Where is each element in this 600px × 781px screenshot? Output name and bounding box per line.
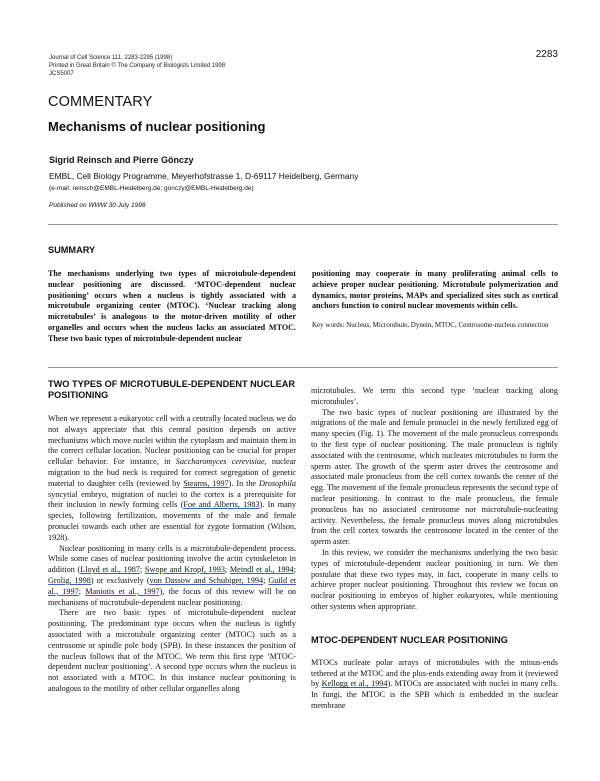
citation-link[interactable]: Guild et al., 1997: [48, 575, 296, 596]
paragraph-3: There are two basic types of microtubule-dependent nuclear positioning. The predominant type occurs when the nucleus is tightly associated with a microtubule organizing center (MTOC) such as a centrosome or spindle pole body (SPB). In these instances the position of the nucleus follows that of the MTOC. We term this first type ‘MTOC-dependent nuclear positioning’. A second type occurs when the nucleus is not associated with a MTOC. In this instance nuclear positioning is analogous to the motility of other cellular organelles along: [48, 608, 296, 693]
citation-link[interactable]: Stearns, 1997: [183, 478, 229, 488]
text: Nuclear positioning in many cells is a microtubule-dependent process. While some cases of nuclear positioning involve the actin cytoskeleton in addition (: [48, 543, 296, 575]
citation-link[interactable]: Lloyd et al., 1987: [80, 565, 140, 575]
summary-right: positioning may cooperate in many proliferating animal cells to achieve proper nuclear positioning. Microtubule polymerization and dynamics, motor proteins, MAPs and specialized sites such as cortical anchors function to control nuclear movements within cells.: [312, 269, 558, 311]
paragraph-6: [311, 658, 558, 712]
citation-link[interactable]: Grolig, 1998: [48, 575, 91, 585]
journal-citation: [49, 54, 225, 78]
paragraph-1: [48, 414, 296, 544]
paragraph-4: The two basic types of nuclear positioning are illustrated by the migrations of the male and female pronuclei in the newly fertilized egg of many species (Fig. 1). The movement of the male pronucleus corresponds to the first type of nuclear positioning. The male pronucleus is tightly associated with the centrosome, which nucleates microtubules to form the sperm aster. The growth of the sperm aster drives the centrosome and associated male pronucleus from the cell cortex towards the center of the egg. The movement of the female pronucleus represents the second type of nuclear positioning. In contrast to the male pronucleus, the female pronucleus has no associated centrosome nor microtubule-nucleating activity. Nevertheless, the female pronucleus moves along microtubules from the cell cortex towards the centrosome located in the center of the sperm aster.: [311, 407, 558, 547]
text: ). In the: [228, 478, 259, 488]
left-column: [48, 379, 296, 695]
separator: ;: [263, 575, 269, 585]
text: ) or exclusively (: [90, 575, 150, 585]
text: When we represent a eukaryotic cell with a centrally located nucleus we do not always appreciate that this central position depends on active mechanisms which move nuclei within the cytoplasm and maintain them in the correct cellular location. Nuclear positioning can be crucial for proper cellular behavior. For instance, in: [48, 414, 296, 467]
section-heading-2: MTOC-DEPENDENT NUCLEAR POSITIONING: [311, 634, 508, 645]
email-addresses: (e-mail: reinsch@EMBL-Heidelberg.de; gonczy@EMBL-Heidelberg.de): [49, 185, 254, 192]
summary-right-column: [312, 269, 558, 330]
divider-bottom: [48, 367, 558, 368]
citation-link[interactable]: Kellogg et al., 1994: [321, 679, 388, 689]
separator: ;: [139, 565, 145, 575]
authors: Sigrid Reinsch and Pierre Gönczy: [49, 155, 194, 165]
separator: ;: [78, 586, 86, 596]
species-name: Drosophila: [258, 478, 296, 488]
journal-line-1: Journal of Cell Science 111, 2283-2295 (1998): [49, 55, 173, 61]
summary-left: The mechanisms underlying two types of microtubule-dependent nuclear positioning are discussed. ‘MTOC-dependent nuclear positioning’ occurs when a nucleus is tightly associated with a microtubule organizing center (MTOC). ‘Nuclear tracking along microtubules’ is analogous to the motor-driven motility of other organelles and occurs when the nucleus lacks an associated MTOC. These two basic types of microtubule-dependent nuclear: [48, 269, 296, 343]
separator: ;: [224, 565, 230, 575]
article-title: Mechanisms of nuclear positioning: [48, 119, 266, 134]
section-label: COMMENTARY: [48, 94, 153, 110]
journal-line-2: Printed in Great Britain © The Company of Biologists Limited 1998: [49, 63, 226, 69]
citation-link[interactable]: von Dassow and Schubiger, 1994: [149, 575, 264, 585]
text: MTOCs nucleate polar arrays of microtubules with the minus-ends tethered at the MTOC and the plus-ends extending away from it (reviewed by: [311, 657, 558, 689]
paragraph-5: In this review, we consider the mechanisms underlying the two basic types of microtubule-dependent nuclear positioning in turn. We then postulate that these two types may, in fact, cooperate in many cells to achieve proper nuclear positioning. Throughout this review we focus on nuclear positioning in embryos of higher eukaryotes, while mentioning other systems when appropriate.: [311, 547, 558, 611]
text: ), the focus of this review will be on mechanisms of microtubule-dependent nuclear positioning.: [48, 586, 297, 607]
text: ). In many species, following fertilization, movements of the male and female pronuclei towards each other are essential for zygote formation (Wilson, 1928).: [48, 500, 296, 542]
publication-date: Published on WWW 30 July 1998: [49, 202, 146, 209]
text: ). MTOCs are associated with nuclei in many cells. In fungi, the MTOC is the SPB which is embedded in the nuclear membrane: [311, 679, 559, 710]
paragraph-2: [48, 544, 296, 609]
citation-link[interactable]: Maniotis et al., 1997: [85, 586, 160, 596]
text: , nuclear migration to the bud neck is required for correct segregation of genetic material to daughter cells (reviewed by: [48, 457, 296, 488]
paragraph-3-continued: microtubules. We term this second type ‘nuclear tracking along microtubules’.: [311, 386, 558, 406]
keywords: Key words: Nucleus, Microtubule, Dynein, MTOC, Centrosome-nucleus connection: [312, 321, 549, 330]
right-column: [311, 386, 558, 712]
journal-line-3: JCS5007: [49, 71, 74, 77]
page-number: 2283: [535, 49, 558, 60]
divider-top: [48, 224, 558, 225]
citation-link[interactable]: Swope and Kropf, 1993: [144, 565, 225, 575]
section-heading-1: TWO TYPES OF MICROTUBULE-DEPENDENT NUCLEAR POSITIONING: [48, 379, 296, 400]
citation-link[interactable]: Foe and Alberts, 1983: [183, 500, 260, 510]
species-name: Saccharomyces cerevisiae: [175, 457, 265, 467]
separator: ;: [293, 565, 296, 575]
citation-link[interactable]: Meindl et al., 1994: [229, 565, 294, 575]
affiliation: EMBL, Cell Biology Programme, Meyerhofstrasse 1, D-69117 Heidelberg, Germany: [49, 171, 359, 181]
summary-heading: SUMMARY: [48, 245, 96, 255]
text: syncytial embryo, migration of nuclei to the cortex is a prerequisite for their inclusion in newly forming cells (: [48, 489, 296, 510]
